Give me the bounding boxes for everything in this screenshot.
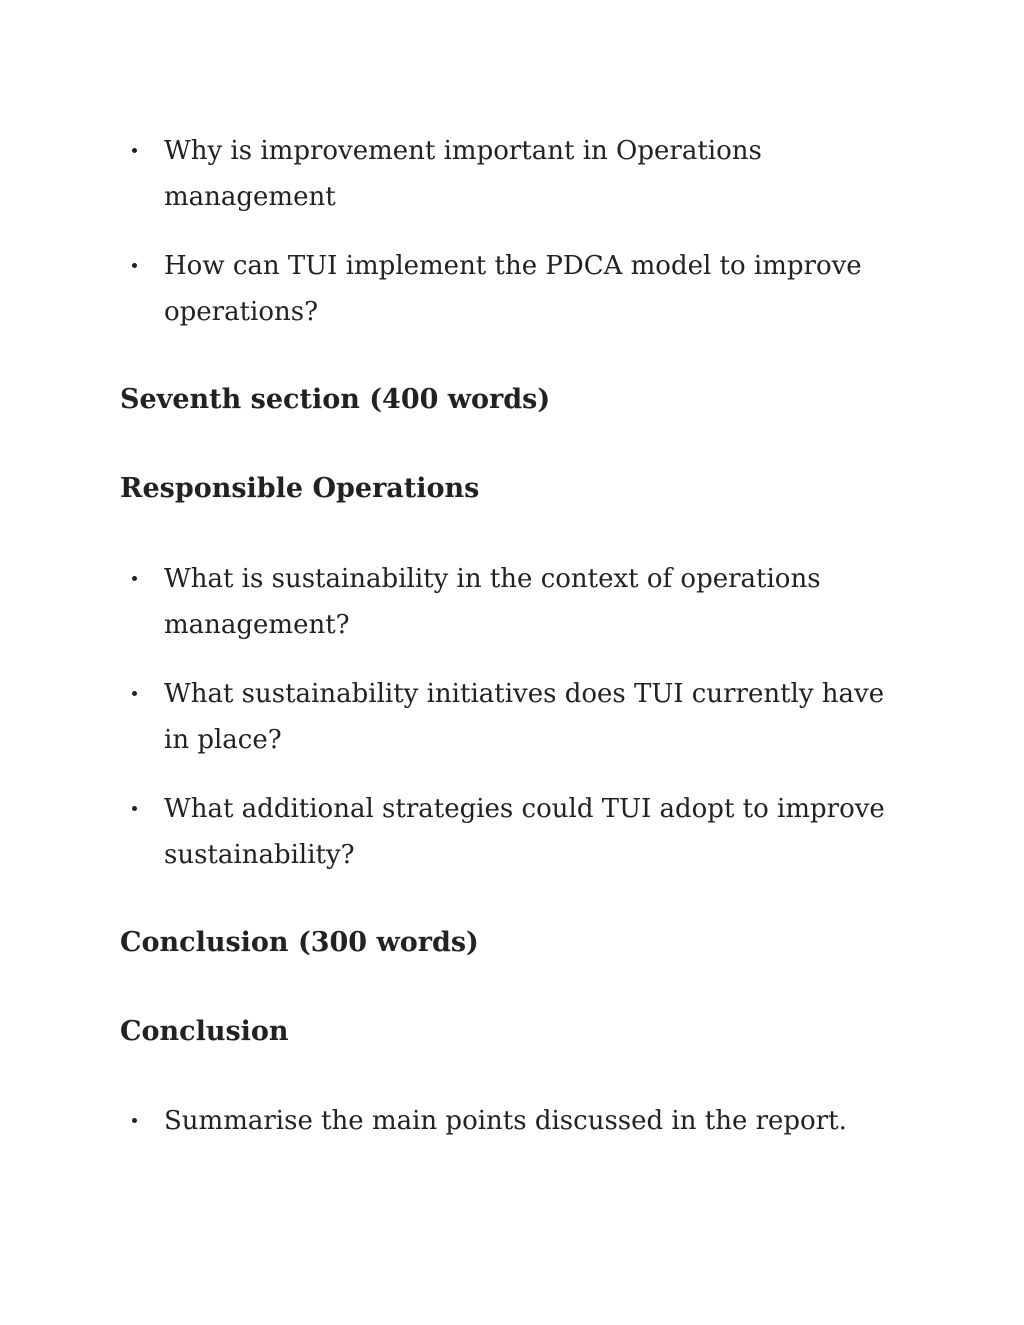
conclusion-heading: Conclusion (300 words) xyxy=(120,927,479,958)
bullet-icon xyxy=(132,691,137,696)
bullet-icon xyxy=(132,806,137,811)
list-item xyxy=(122,786,892,878)
bullet-icon xyxy=(132,263,137,268)
bullet-icon xyxy=(132,148,137,153)
list-item xyxy=(122,128,892,220)
list-item-text: What additional strategies could TUI adopt to improve sustainability? xyxy=(164,794,885,870)
list-item xyxy=(122,243,892,335)
list-item xyxy=(122,671,892,763)
list-item-text: How can TUI implement the PDCA model to improve operations? xyxy=(164,251,862,327)
list-item xyxy=(122,1098,892,1144)
section-subheading: Responsible Operations xyxy=(120,473,480,504)
bullet-list-improvement xyxy=(122,128,892,335)
bullet-list-conclusion xyxy=(122,1098,892,1144)
list-item xyxy=(122,556,892,648)
bullet-list-responsible-operations xyxy=(122,556,892,878)
list-item-text: What is sustainability in the context of operations management? xyxy=(164,564,821,640)
list-item-text: Summarise the main points discussed in the report. xyxy=(164,1106,847,1136)
section-heading: Seventh section (400 words) xyxy=(120,384,551,415)
list-item-text: What sustainability initiatives does TUI currently have in place? xyxy=(164,679,885,755)
conclusion-subheading: Conclusion xyxy=(120,1016,289,1047)
list-item-text: Why is improvement important in Operations management xyxy=(164,136,762,212)
bullet-icon xyxy=(132,1118,137,1123)
bullet-icon xyxy=(132,576,137,581)
